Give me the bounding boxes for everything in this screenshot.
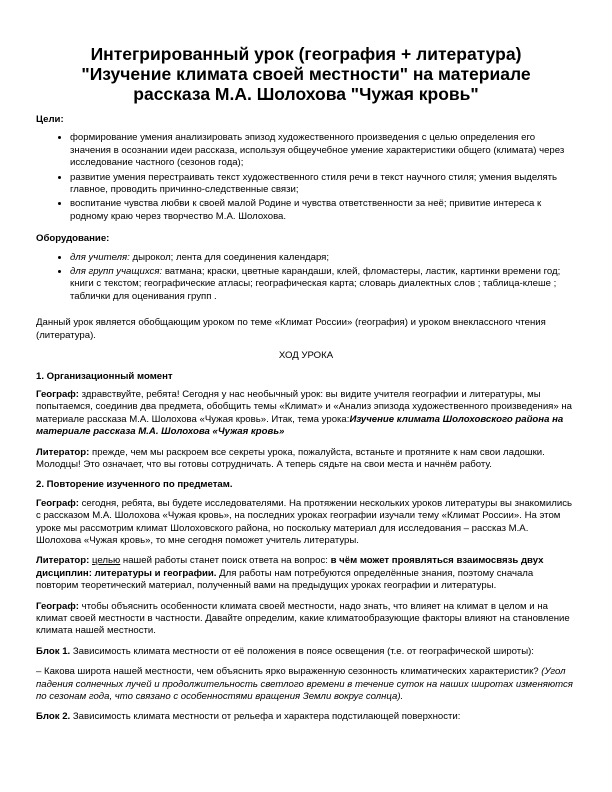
paragraph-text: Зависимость климата местности от её положения в поясе освещения (т.е. от географической широты):: [70, 645, 534, 657]
equipment-heading: Оборудование:: [36, 233, 110, 245]
title-line-1: Интегрированный урок (география + литература): [90, 44, 522, 64]
groups-text: ватмана; краски, цветные карандаши, клей, фломастеры, ластик, картинки времени год; книги с текстом; географические атласы; географическая карта; словарь диалектных слов ; таблица-клеше ; таблички для оценивания групп .: [70, 266, 561, 302]
section2-paragraph-2: [36, 555, 576, 592]
document-page: [36, 44, 576, 732]
intro-paragraph: Данный урок является обобщающим уроком по теме «Климат России» (география) и уроком внеклассного чтения (литература).: [36, 317, 546, 341]
section2-heading: 2. Повторение изученного по предметам.: [36, 479, 233, 491]
answer-text: (Угол падения солнечных лучей и продолжительность светлого времени в течение суток на наших широтах изменяются по сезонам года, что связано с особенностями вращения Земли вокруг солнца).: [36, 666, 573, 703]
teacher-text: дырокол; лента для соединения календаря;: [129, 251, 330, 263]
goals-heading: Цели:: [36, 114, 64, 125]
block1-paragraph: [36, 646, 576, 658]
title-line-2: "Изучение климата своей местности" на материале: [81, 64, 531, 84]
section1-heading: 1. Организационный момент: [36, 370, 173, 382]
paragraph-text: Зависимость климата местности от рельефа и характера подстилающей поверхности:: [70, 711, 461, 723]
section1-lit-paragraph: [36, 447, 576, 472]
speaker-label: Литератор:: [36, 446, 90, 458]
question-text: – Какова широта нашей местности, чем объяснить ярко выраженную сезонность климатических характеристик?: [36, 666, 542, 678]
paragraph-text: сегодня, ребята, вы будете исследователями. На протяжении нескольких уроков литературы вы знакомились с рассказом М.А. Шолохова «Чужая кровь», на последних уроках географии изучали тему «Климат России». На этом уроке мы рассмотрим климат Шолоховского района, но поскольку материал для исследования – рассказ М.А. Шолохова «Чужая кровь», то мне сегодня поможет учитель литературы.: [36, 497, 573, 546]
speaker-label: Географ:: [36, 497, 79, 509]
lesson-theme: Изучение климата Шолоховского района на материале рассказа М.А. Шолохова «Чужая кровь»: [36, 413, 564, 438]
goals-list: [36, 132, 576, 223]
title-line-3: рассказа М.А. Шолохова "Чужая кровь": [133, 84, 479, 104]
section2-paragraph-3: [36, 601, 576, 638]
paragraph-text: Для работы нам потребуются определённые знания, поэтому сначала повторим теоретический материал, полученный вами на предыдущих уроках географии и литературы.: [36, 567, 534, 592]
key-question: в чём может проявляться взаимосвязь двух дисциплин: литературы и географии.: [36, 555, 544, 579]
block2-paragraph: [36, 711, 576, 723]
course-heading: ХОД УРОКА: [278, 350, 334, 362]
section2-paragraph-1: [36, 498, 576, 548]
underlined-word: целью: [92, 555, 121, 567]
paragraph-text: нашей работы станет поиск ответа на вопрос:: [120, 555, 331, 567]
speaker-label: Литератор:: [36, 555, 90, 567]
equipment-item-teacher: [70, 252, 576, 264]
paragraph-text: здравствуйте, ребята! Сегодня у нас необычный урок: вы видите учителя географии и литературы, мы попытаемся, соединив два предмета, обобщить темы «Климат» и «Анализ эпизода художественного произведения» на материале рассказа М.А. Шолохова «Чужая кровь». Итак, тема урока:: [36, 388, 573, 425]
equipment-item-groups: [70, 266, 576, 303]
speaker-label: Географ:: [36, 388, 79, 400]
speaker-label: Географ:: [36, 600, 79, 612]
block1-question: [36, 666, 576, 703]
equipment-list: [36, 252, 576, 304]
goal-item: • развитие умения перестраивать текст художественного стиля речи в текст научного стиля; умения выделять главное, проводить причинно-следственные связи;: [70, 172, 576, 197]
paragraph-text: прежде, чем мы раскроем все секреты урока, пожалуйста, встаньте и протяните к нам свои ладошки. Молодцы! Это означает, что вы готовы сотрудничать. А теперь сядьте на свои места и начнём работу.: [36, 446, 545, 470]
block-label: Блок 2.: [36, 711, 71, 723]
document-title: [36, 44, 576, 104]
section1-geo-paragraph: [36, 389, 576, 439]
block-label: Блок 1.: [36, 645, 71, 657]
groups-label: для групп учащихся:: [70, 266, 163, 278]
teacher-label: для учителя:: [70, 251, 130, 263]
goal-item: • формирование умения анализировать эпизод художественного произведения с целью определения его значения в осознании идеи рассказа, используя общеучебное умение характеристики общего (климата) через исследование частного (сезонов года);: [70, 132, 576, 169]
paragraph-text: чтобы объяснить особенности климата своей местности, надо знать, что влияет на климат в целом и на климат своей местности в частности. Давайте определим, какие климатообразующие факторы влияют на становление климата нашей местности.: [36, 600, 570, 637]
goal-item: • воспитание чувства любви к своей малой Родине и чувства ответственности за неё; привитие интереса к родному краю через творчество М.А. Шолохова.: [70, 198, 576, 223]
